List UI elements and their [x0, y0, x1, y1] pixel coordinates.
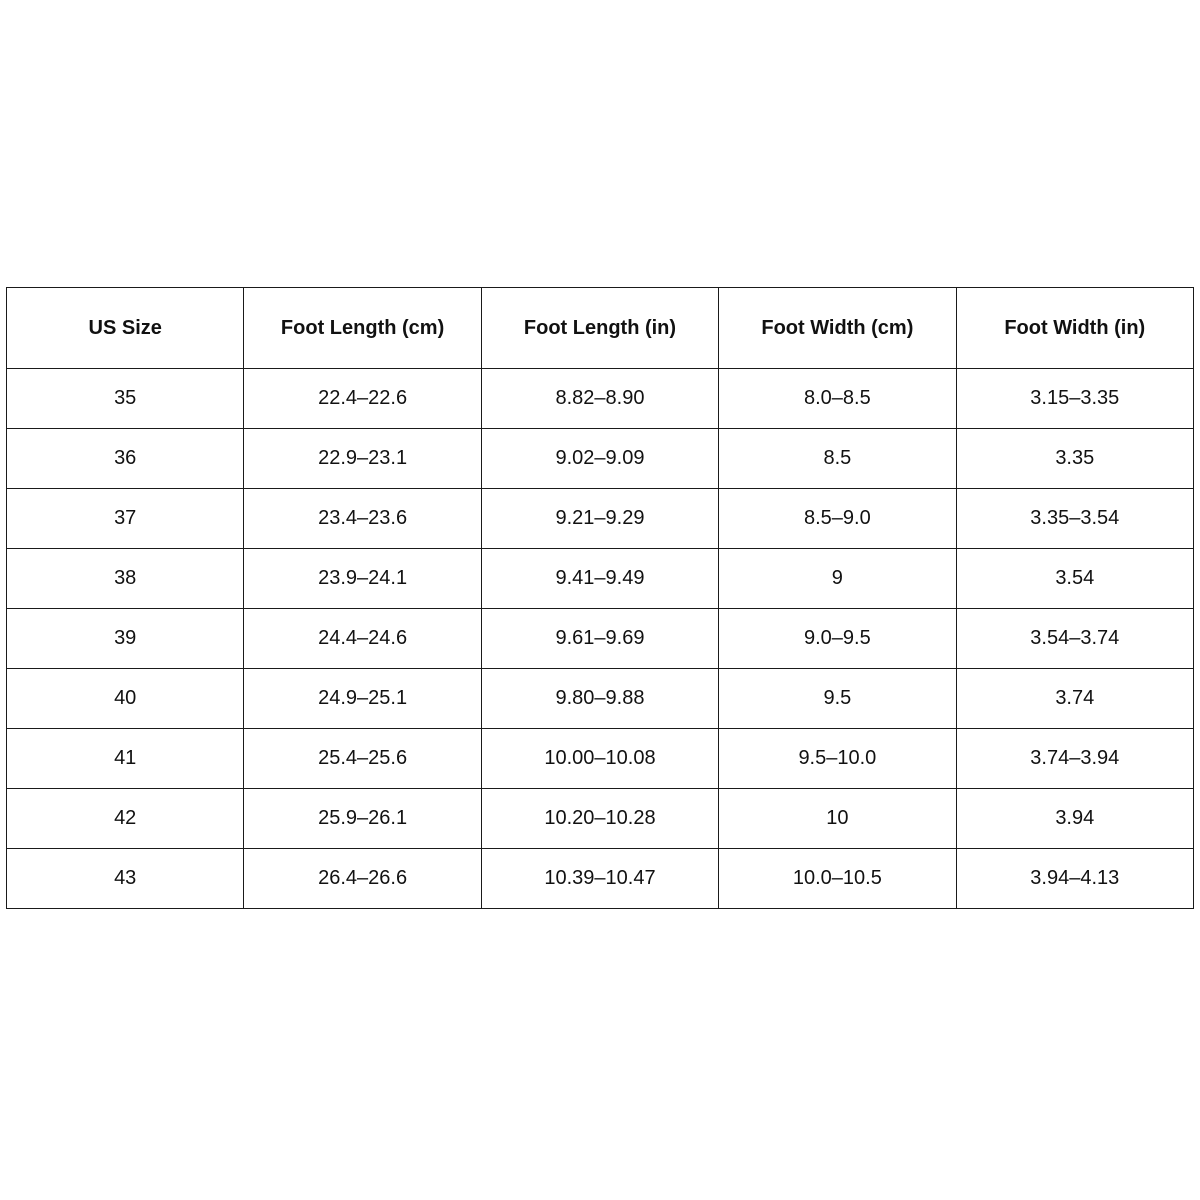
cell-foot-length-in: 10.39–10.47 — [481, 849, 718, 909]
cell-foot-length-in: 9.61–9.69 — [481, 609, 718, 669]
cell-us-size: 40 — [7, 669, 244, 729]
cell-foot-length-in: 9.21–9.29 — [481, 489, 718, 549]
cell-foot-length-cm: 25.4–25.6 — [244, 729, 481, 789]
cell-us-size: 35 — [7, 369, 244, 429]
header-foot-length-in: Foot Length (in) — [481, 288, 718, 369]
table-header — [7, 288, 1194, 369]
cell-foot-width-in: 3.15–3.35 — [956, 369, 1193, 429]
cell-foot-width-cm: 10.0–10.5 — [719, 849, 956, 909]
cell-foot-length-in: 9.80–9.88 — [481, 669, 718, 729]
table-body — [7, 369, 1194, 909]
size-chart-table — [6, 287, 1194, 909]
cell-us-size: 42 — [7, 789, 244, 849]
cell-foot-length-cm: 23.9–24.1 — [244, 549, 481, 609]
cell-foot-width-in: 3.54–3.74 — [956, 609, 1193, 669]
cell-foot-length-in: 10.00–10.08 — [481, 729, 718, 789]
cell-foot-length-in: 8.82–8.90 — [481, 369, 718, 429]
table-row — [7, 669, 1194, 729]
cell-us-size: 41 — [7, 729, 244, 789]
cell-foot-width-cm: 8.5 — [719, 429, 956, 489]
cell-foot-length-in: 9.02–9.09 — [481, 429, 718, 489]
table-row — [7, 489, 1194, 549]
cell-foot-width-cm: 9.0–9.5 — [719, 609, 956, 669]
cell-us-size: 38 — [7, 549, 244, 609]
cell-foot-width-cm: 9.5 — [719, 669, 956, 729]
cell-foot-width-in: 3.74 — [956, 669, 1193, 729]
cell-foot-width-cm: 10 — [719, 789, 956, 849]
table-row — [7, 789, 1194, 849]
cell-us-size: 36 — [7, 429, 244, 489]
header-us-size: US Size — [7, 288, 244, 369]
cell-us-size: 39 — [7, 609, 244, 669]
cell-us-size: 37 — [7, 489, 244, 549]
header-foot-width-in: Foot Width (in) — [956, 288, 1193, 369]
cell-foot-width-in: 3.94 — [956, 789, 1193, 849]
table-row — [7, 729, 1194, 789]
cell-foot-length-cm: 22.4–22.6 — [244, 369, 481, 429]
table-row — [7, 549, 1194, 609]
cell-foot-width-in: 3.74–3.94 — [956, 729, 1193, 789]
cell-foot-width-cm: 8.0–8.5 — [719, 369, 956, 429]
cell-foot-length-cm: 26.4–26.6 — [244, 849, 481, 909]
cell-foot-length-cm: 22.9–23.1 — [244, 429, 481, 489]
header-row — [7, 288, 1194, 369]
cell-foot-width-cm: 9.5–10.0 — [719, 729, 956, 789]
cell-us-size: 43 — [7, 849, 244, 909]
cell-foot-length-cm: 24.9–25.1 — [244, 669, 481, 729]
table-row — [7, 849, 1194, 909]
cell-foot-width-in: 3.35–3.54 — [956, 489, 1193, 549]
cell-foot-width-in: 3.54 — [956, 549, 1193, 609]
cell-foot-length-cm: 24.4–24.6 — [244, 609, 481, 669]
cell-foot-width-cm: 8.5–9.0 — [719, 489, 956, 549]
cell-foot-length-in: 10.20–10.28 — [481, 789, 718, 849]
header-foot-length-cm: Foot Length (cm) — [244, 288, 481, 369]
cell-foot-length-in: 9.41–9.49 — [481, 549, 718, 609]
table-row — [7, 369, 1194, 429]
cell-foot-width-in: 3.35 — [956, 429, 1193, 489]
cell-foot-width-cm: 9 — [719, 549, 956, 609]
cell-foot-length-cm: 23.4–23.6 — [244, 489, 481, 549]
table-row — [7, 429, 1194, 489]
cell-foot-length-cm: 25.9–26.1 — [244, 789, 481, 849]
table-row — [7, 609, 1194, 669]
header-foot-width-cm: Foot Width (cm) — [719, 288, 956, 369]
cell-foot-width-in: 3.94–4.13 — [956, 849, 1193, 909]
